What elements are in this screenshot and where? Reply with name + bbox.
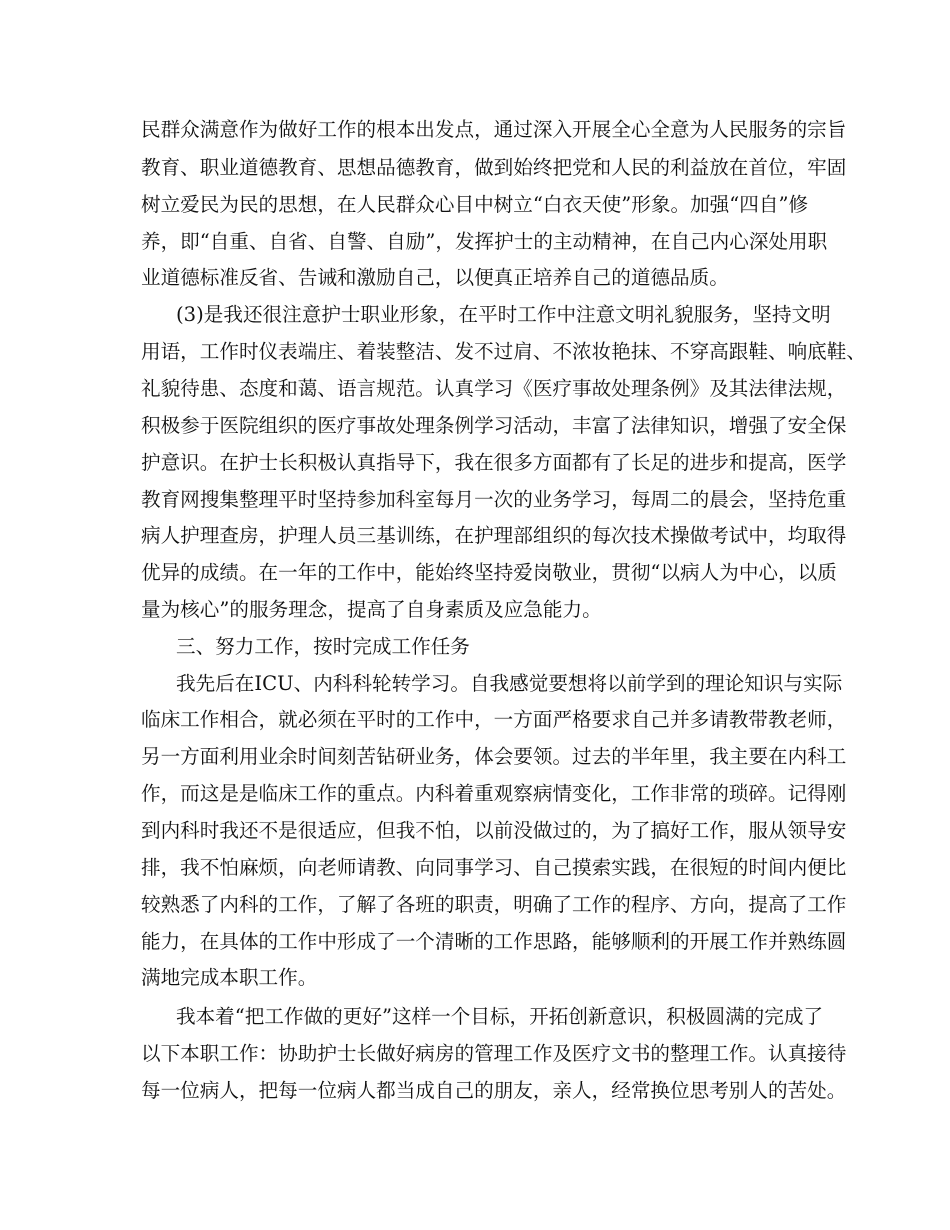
- text-line: 护意识。在护士长积极认真指导下，我在很多方面都有了长足的进步和提高，医学: [141, 451, 847, 474]
- text-line: 到内科时我还不是很适应，但我不怕，以前没做过的，为了搞好工作，服从领导安: [141, 819, 847, 842]
- text-line: 养，即“自重、自省、自警、自励”，发挥护士的主动精神，在自己内心深处用职: [141, 230, 828, 253]
- text-line: 排，我不怕麻烦，向老师请教、向同事学习、自己摸索实践，在很短的时间内便比: [141, 856, 847, 879]
- text-line: 优异的成绩。在一年的工作中，能始终坚持爱岗敬业，贯彻“以病人为中心，以质: [141, 561, 837, 584]
- text-line: 另一方面利用业余时间刻苦钻研业务，体会要领。过去的半年里，我主要在内科工: [141, 745, 847, 768]
- text-line: 每一位病人，把每一位病人都当成自己的朋友，亲人，经常换位思考别人的苦处。: [141, 1079, 847, 1102]
- text-line: 业道德标准反省、告诫和激励自己，以便真正培养自己的道德品质。: [141, 266, 729, 289]
- text-line: 能力，在具体的工作中形成了一个清晰的工作思路，能够顺利的开展工作并熟练圆: [141, 930, 847, 953]
- text-line: 教育网搜集整理平时坚持参加科室每月一次的业务学习，每周二的晨会，坚持危重: [141, 488, 847, 511]
- text-line: 礼貌待患、态度和蔼、语言规范。认真学习《医疗事故处理条例》及其法律法规，: [141, 377, 847, 400]
- text-line: 树立爱民为民的思想，在人民群众心目中树立“白衣天使”形象。加强“四自”修: [141, 193, 809, 216]
- text-line: 病人护理查房，护理人员三基训练，在护理部组织的每次技术操做考试中，均取得: [141, 524, 847, 547]
- text-line: (3)是我还很注意护士职业形象，在平时工作中注意文明礼貌服务，坚持文明: [176, 303, 831, 326]
- text-line: 以下本职工作：协助护士长做好病房的管理工作及医疗文书的整理工作。认真接待: [141, 1042, 847, 1065]
- text-line: 作，而这是是临床工作的重点。内科着重观察病情变化，工作非常的琐碎。记得刚: [141, 782, 847, 805]
- text-line: 民群众满意作为做好工作的根本出发点，通过深入开展全心全意为人民服务的宗旨: [141, 118, 847, 141]
- text-line: 满地完成本职工作。: [141, 966, 318, 989]
- text-line: 量为核心”的服务理念，提高了自身素质及应急能力。: [141, 598, 602, 621]
- text-line: 我本着“把工作做的更好”这样一个目标，开拓创新意识，积极圆满的完成了: [176, 1005, 824, 1028]
- text-line: 积极参于医院组织的医疗事故处理条例学习活动，丰富了法律知识，增强了安全保: [141, 414, 847, 437]
- text-line: 我先后在ICU、内科科轮转学习。自我感觉要想将以前学到的理论知识与实际: [176, 672, 843, 695]
- text-line: 用语，工作时仪表端庄、着装整洁、发不过肩、不浓妆艳抹、不穿高跟鞋、响底鞋、: [141, 340, 866, 363]
- text-line: 教育、职业道德教育、思想品德教育，做到始终把党和人民的利益放在首位，牢固: [141, 156, 847, 179]
- text-line: 临床工作相合，就必须在平时的工作中，一方面严格要求自己并多请教带教老师，: [141, 708, 847, 731]
- section-heading: 三、努力工作，按时完成工作任务: [176, 635, 470, 658]
- text-line: 较熟悉了内科的工作，了解了各班的职责，明确了工作的程序、方向，提高了工作: [141, 893, 847, 916]
